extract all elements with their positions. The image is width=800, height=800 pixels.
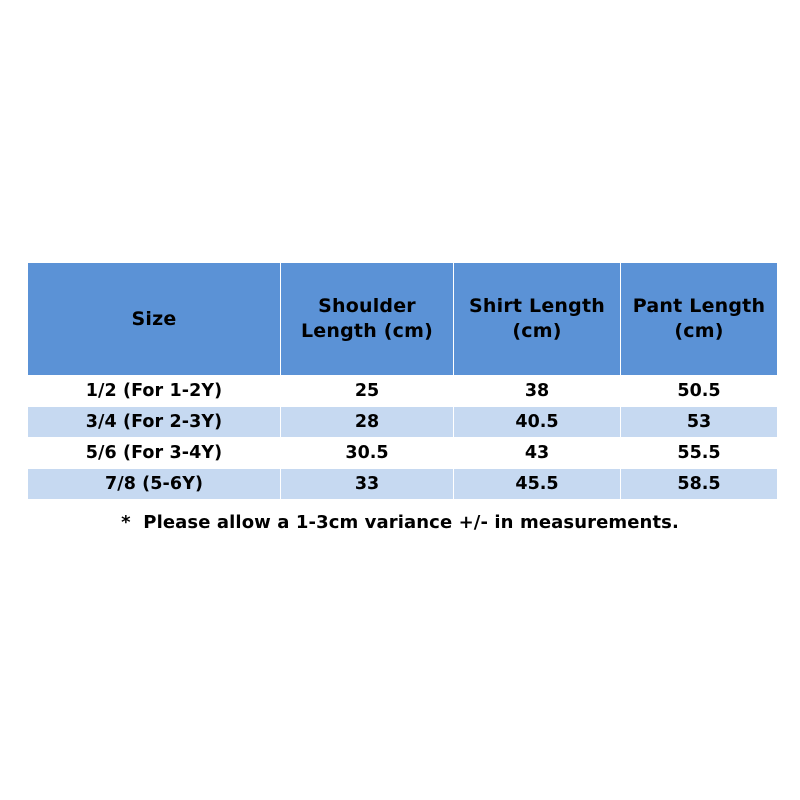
cell-shoulder-length: 30.5 — [281, 438, 454, 469]
header-row — [28, 263, 778, 376]
header-cell-shirt-length — [454, 263, 621, 376]
cell-pant-length: 58.5 — [621, 469, 778, 500]
header-label-pant-line1: Pant Length — [632, 295, 766, 317]
cell-size: 7/8 (5-6Y) — [28, 469, 281, 500]
table-row — [28, 438, 778, 469]
cell-size: 1/2 (For 1-2Y) — [28, 376, 281, 407]
table-header — [28, 263, 778, 376]
cell-pant-length: 55.5 — [621, 438, 778, 469]
cell-shoulder-length: 25 — [281, 376, 454, 407]
size-chart-table — [27, 262, 778, 500]
header-cell-pant-length — [621, 263, 778, 376]
cell-pant-length: 53 — [621, 407, 778, 438]
header-label-size: Size — [131, 307, 177, 330]
cell-size: 5/6 (For 3-4Y) — [28, 438, 281, 469]
table-row — [28, 376, 778, 407]
header-label-shirt-line2: (cm) — [512, 320, 562, 342]
table-body — [28, 376, 778, 500]
header-label-shirt-line1: Shirt Length — [469, 295, 605, 317]
measurement-variance-note: * Please allow a 1-3cm variance +/- in measurements. — [121, 512, 679, 533]
header-label-shoulder-line1: Shoulder — [318, 295, 416, 317]
header-cell-shoulder-length — [281, 263, 454, 376]
table-row — [28, 407, 778, 438]
cell-shoulder-length: 33 — [281, 469, 454, 500]
header-label-pant-line2: (cm) — [674, 320, 724, 342]
header-cell-size — [28, 263, 281, 376]
cell-shirt-length: 38 — [454, 376, 621, 407]
cell-pant-length: 50.5 — [621, 376, 778, 407]
cell-size: 3/4 (For 2-3Y) — [28, 407, 281, 438]
cell-shirt-length: 40.5 — [454, 407, 621, 438]
size-chart-container — [27, 262, 773, 500]
cell-shirt-length: 45.5 — [454, 469, 621, 500]
cell-shirt-length: 43 — [454, 438, 621, 469]
cell-shoulder-length: 28 — [281, 407, 454, 438]
header-label-shoulder-line2: Length (cm) — [301, 320, 433, 342]
table-row — [28, 469, 778, 500]
